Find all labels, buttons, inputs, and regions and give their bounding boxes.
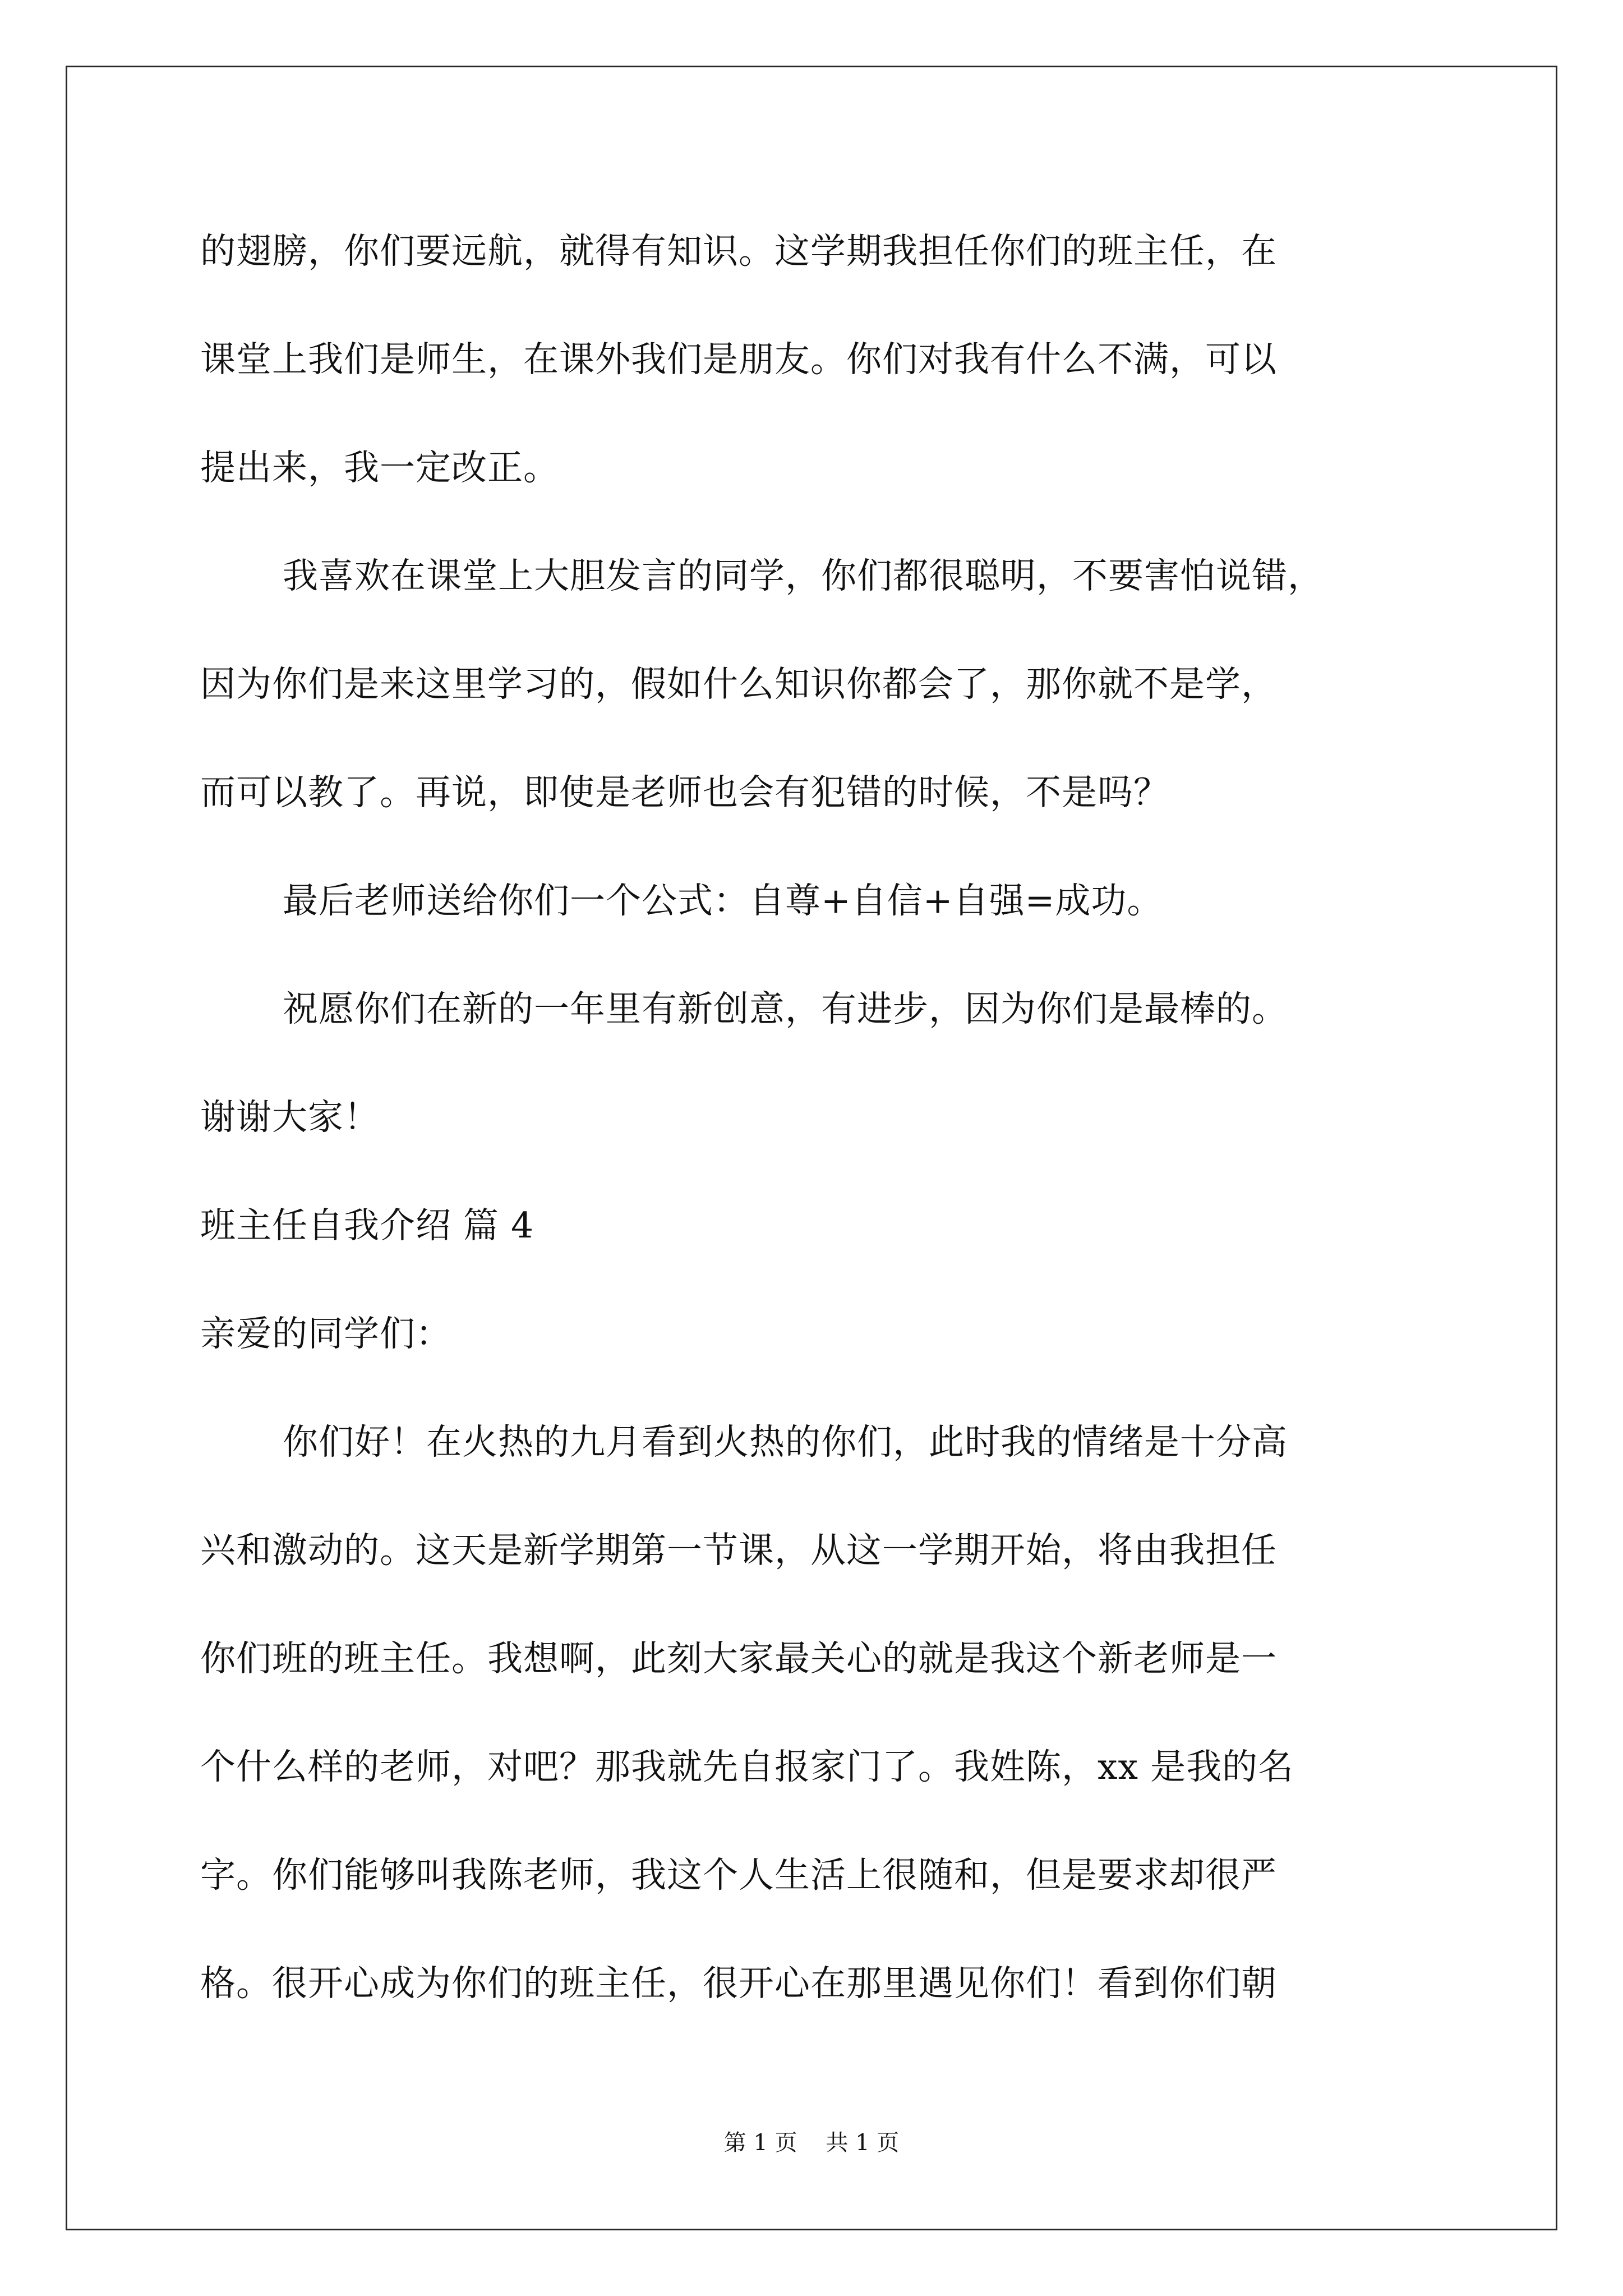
text-line: 个什么样的老师，对吧？那我就先自报家门了。我姓陈，xx 是我的名: [200, 1746, 1294, 1787]
text-line: 兴和激动的。这天是新学期第一节课，从这一学期开始，将由我担任: [200, 1530, 1277, 1571]
paragraph-start-line: 最后老师送给你们一个公式：自尊+自信+自强=成功。: [283, 880, 1163, 921]
text-line: 谢谢大家！: [200, 1097, 380, 1138]
text-line: 而可以教了。再说，即使是老师也会有犯错的时候，不是吗？: [200, 772, 1169, 813]
page-border: [66, 66, 1557, 2230]
text-line: 字。你们能够叫我陈老师，我这个人生活上很随和，但是要求却很严: [200, 1855, 1277, 1895]
text-line: 因为你们是来这里学习的，假如什么知识你都会了，那你就不是学，: [200, 664, 1277, 705]
section-heading: 班主任自我介绍 篇 4: [200, 1205, 534, 1246]
paragraph-start-line: 你们好！在火热的九月看到火热的你们，此时我的情绪是十分高: [283, 1421, 1288, 1462]
paragraph-start-line: 祝愿你们在新的一年里有新创意，有进步，因为你们是最棒的。: [283, 988, 1288, 1029]
text-line: 的翅膀，你们要远航，就得有知识。这学期我担任你们的班主任，在: [200, 231, 1277, 272]
text-line: 你们班的班主任。我想啊，此刻大家最关心的就是我这个新老师是一: [200, 1638, 1277, 1679]
paragraph-start-line: 我喜欢在课堂上大胆发言的同学，你们都很聪明，不要害怕说错，: [283, 555, 1324, 596]
salutation: 亲爱的同学们：: [200, 1313, 451, 1354]
text-line: 课堂上我们是师生，在课外我们是朋友。你们对我有什么不满，可以: [200, 339, 1277, 380]
text-line: 提出来，我一定改正。: [200, 447, 559, 488]
page-footer: 第 1 页 共 1 页: [723, 2130, 900, 2156]
text-line: 格。很开心成为你们的班主任，很开心在那里遇见你们！看到你们朝: [200, 1963, 1277, 2004]
